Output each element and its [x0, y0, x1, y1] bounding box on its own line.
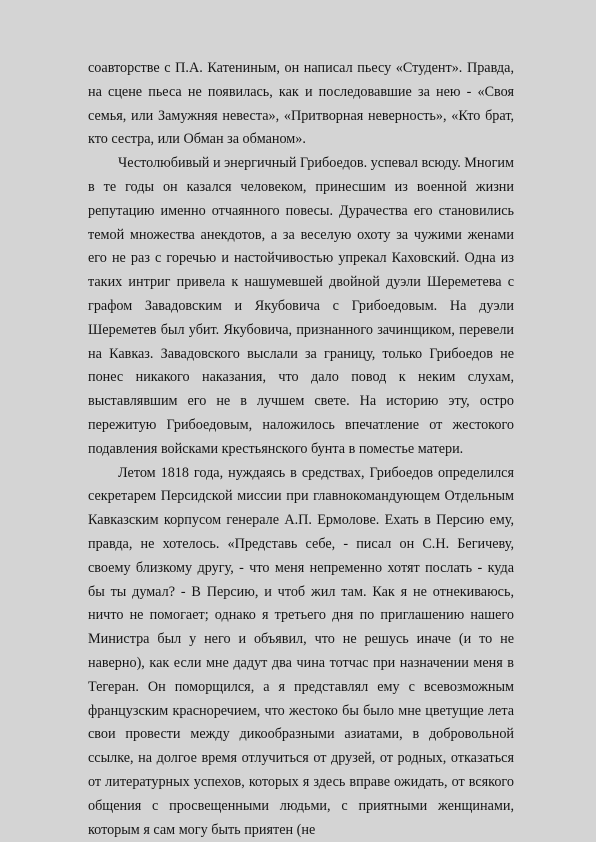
paragraph-2: Честолюбивый и энергичный Грибоедов. успевал всюду. Многим в те годы он казался человеком, принесшим из военной жизни репутацию именно отчаянного повесы. Дурачества его становились темой множества анекдотов, а за веселую охоту за чужими женами его не раз с горечью и настойчивостью упрекал Каховский. Одна из таких интриг привела к нашумевшей двойной дуэли Шереметева с графом Завадовским и Якубовича с Грибоедовым. На дуэли Шереметев был убит. Якубовича, признанного зачинщиком, перевели на Кавказ. Завадовского выслали за границу, только Грибоедов не понес никакого наказания, что дало повод к неким слухам, выставлявшим его не в лучшем свете. На историю эту, остро пережитую Грибоедовым, наложилось впечатление от жестокого подавления войсками крестьянского бунта в поместье матери. — [88, 155, 514, 457]
body-text — [88, 57, 514, 842]
paragraph-1: соавторстве с П.А. Катениным, он написал пьесу «Студент». Правда, на сцене пьеса не появилась, как и последовавшие за нею - «Своя семья, или Замужняя невеста», «Притворная неверность», «Кто брат, кто сестра, или Обман за обманом». — [88, 60, 514, 148]
paragraph-3: Летом 1818 года, нуждаясь в средствах, Грибоедов определился секретарем Персидской миссии при главнокомандующем Отдельным Кавказским корпусом генерале А.П. Ермолове. Ехать в Персию ему, правда, не хотелось. «Представь себе, - писал он С.Н. Бегичеву, своему близкому другу, - что меня непременно хотят послать - куда бы ты думал? - В Персию, и чтоб жил там. Как я не отнекиваюсь, ничто не помогает; однако я третьего дня по приглашению нашего Министра был у него и объявил, что не решусь иначе (и то не наверно), как если мне дадут два чина тотчас при назначении меня в Тегеран. Он поморщился, а я представлял ему с всевозможным французским красноречием, что жестоко бы было мне цветущие лета свои провести между дикообразными азиатами, в добровольной ссылке, на долгое время отлучиться от друзей, от родных, отказаться от литературных успехов, которых я здесь вправе ожидать, от всякого общения с просвещенными людьми, с приятными женщинами, которым я сам могу быть приятен (не — [88, 464, 514, 838]
